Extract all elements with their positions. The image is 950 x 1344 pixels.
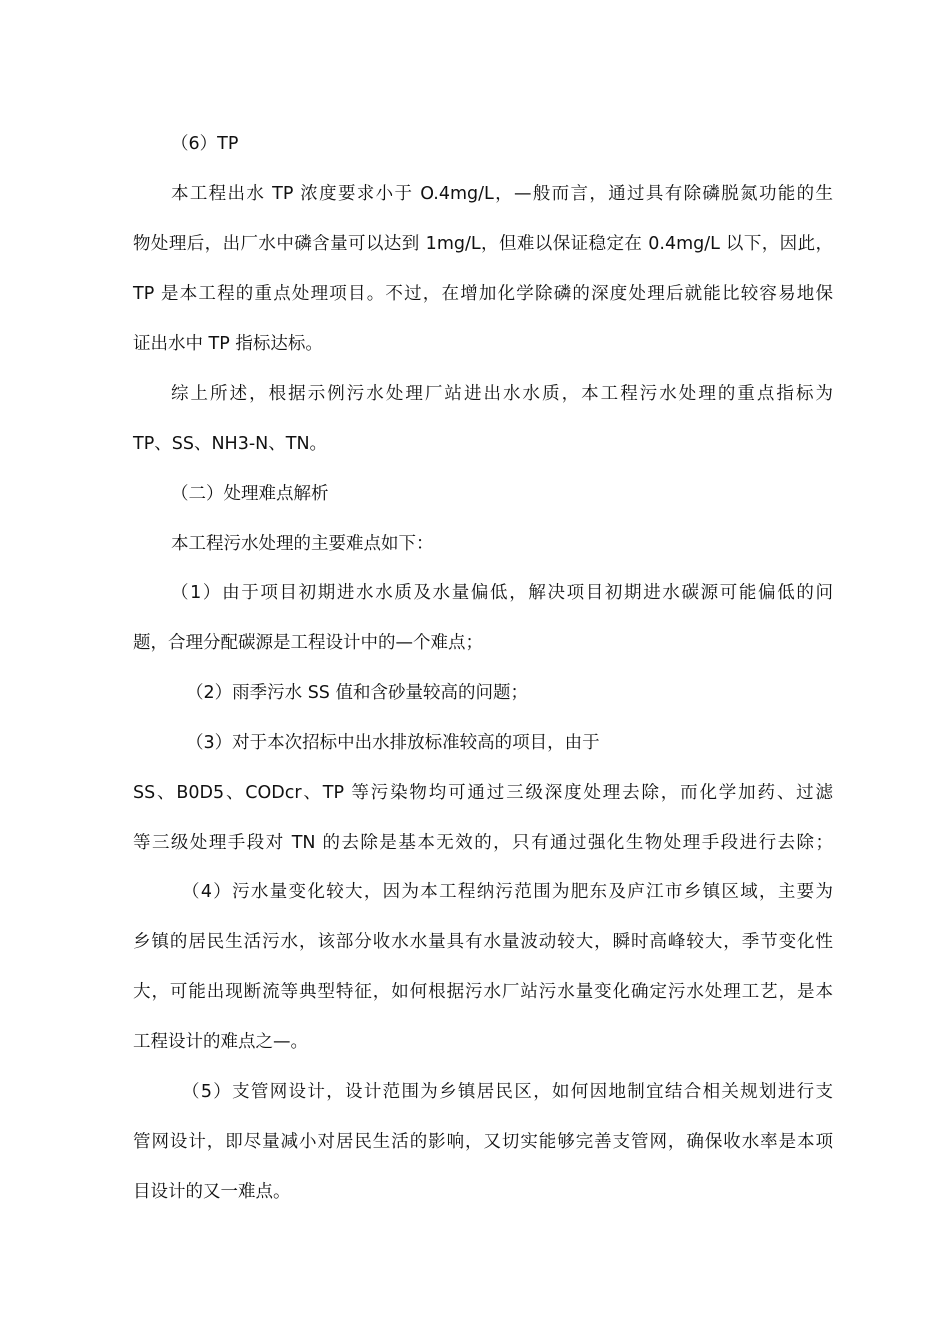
paragraph-line: 目设计的又一难点。 xyxy=(133,1182,291,1202)
paragraph-line: 证出水中 TP 指标达标。 xyxy=(133,334,323,354)
paragraph-line: TP 是本工程的重点处理项目。不过，在增加化学除磷的深度处理后就能比较容易地保 xyxy=(133,284,833,304)
difficulty-item-2: （2）雨季污水 SS 值和含砂量较高的问题； xyxy=(186,683,528,703)
difficulties-intro: 本工程污水处理的主要难点如下： xyxy=(171,534,434,554)
paragraph-line: （5）支管网设计，设计范围为乡镇居民区，如何因地制宜结合相关规划进行支 xyxy=(182,1082,833,1102)
paragraph-line: SS、B0D5、CODcr、TP 等污染物均可通过三级深度处理去除，而化学加药、过滤 xyxy=(133,783,833,803)
paragraph-line: 综上所述，根据示例污水处理厂站进出水水质，本工程污水处理的重点指标为 xyxy=(171,384,833,404)
paragraph-line: （4）污水量变化较大，因为本工程纳污范围为肥东及庐江市乡镇区域，主要为 xyxy=(182,882,833,902)
paragraph-line: 乡镇的居民生活污水，该部分收水水量具有水量波动较大，瞬时高峰较大，季节变化性 xyxy=(133,932,833,952)
paragraph-line: （1）由于项目初期进水水质及水量偏低，解决项目初期进水碳源可能偏低的问 xyxy=(171,583,833,603)
paragraph-line: （3）对于本次招标中出水排放标准较高的项目，由于 xyxy=(186,733,600,753)
section-heading-difficulties: （二）处理难点解析 xyxy=(171,484,329,504)
paragraph-line: 题，合理分配碳源是工程设计中的—个难点； xyxy=(133,633,483,653)
paragraph-line: 物处理后，出厂水中磷含量可以达到 1mg/L，但难以保证稳定在 0.4mg/L 以下，因此， xyxy=(133,234,833,254)
paragraph-line: 等三级处理手段对 TN 的去除是基本无效的，只有通过强化生物处理手段进行去除； xyxy=(133,833,833,853)
paragraph-line: TP、SS、NH3-N、TN。 xyxy=(133,434,328,454)
paragraph-line: 管网设计，即尽量减小对居民生活的影响，又切实能够完善支管网，确保收水率是本项 xyxy=(133,1132,833,1152)
section-heading-tp: （6）TP xyxy=(171,134,239,154)
paragraph-line: 工程设计的难点之—。 xyxy=(133,1032,308,1052)
paragraph-line: 大，可能出现断流等典型特征，如何根据污水厂站污水量变化确定污水处理工艺，是本 xyxy=(133,982,833,1002)
paragraph-line: 本工程出水 TP 浓度要求小于 O.4mg/L，—般而言，通过具有除磷脱氮功能的生 xyxy=(171,184,833,204)
